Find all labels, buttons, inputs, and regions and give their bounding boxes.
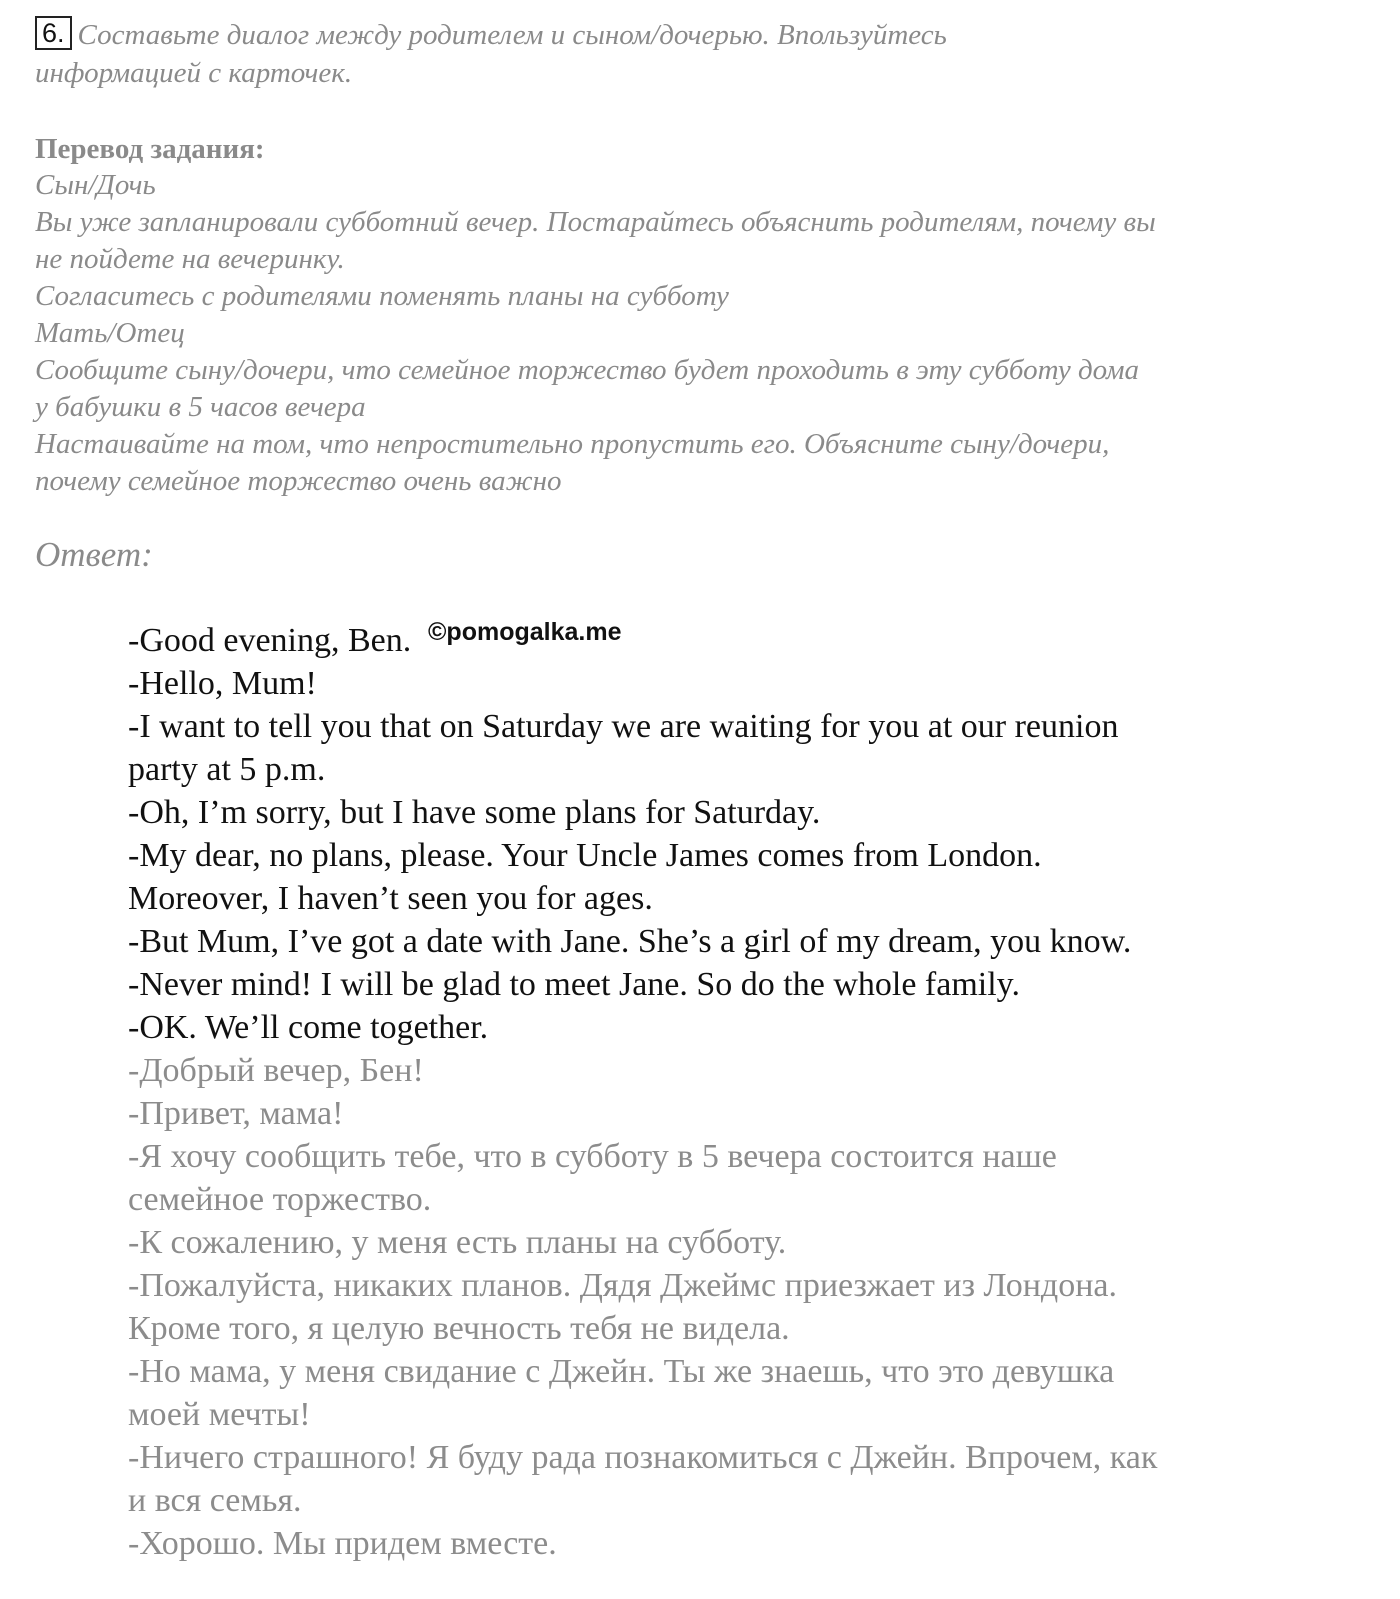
dialog-line-ru: -Привет, мама! [128,1095,344,1132]
dialog-line-en: -I want to tell you that on Saturday we are waiting for you at our reunion [128,708,1119,745]
dialog-line-en: -Oh, I’m sorry, but I have some plans for Saturday. [128,794,821,831]
translation-line: Сын/Дочь [35,169,156,201]
translation-line: не пойдете на вечеринку. [35,243,345,275]
dialog-line-ru: и вся семья. [128,1482,302,1519]
translation-line: Мать/Отец [35,317,185,349]
task-instruction-line-2: информацией с карточек. [35,57,353,89]
translation-line: у бабушки в 5 часов вечера [35,391,366,423]
dialog-line-ru: -Ничего страшного! Я буду рада познакомиться с Джейн. Впрочем, как [128,1439,1158,1476]
dialog-line-en: Moreover, I haven’t seen you for ages. [128,880,653,917]
answer-label: Ответ: [35,535,153,574]
translation-line: Сообщите сыну/дочери, что семейное торжество будет проходить в эту субботу дома [35,354,1140,386]
dialog-line-ru: моей мечты! [128,1396,311,1433]
dialog-line-ru: семейное торжество. [128,1181,432,1218]
task-instruction-text-1: Составьте диалог между родителем и сыном/дочерью. Впользуйтесь [77,19,947,51]
dialog-line-ru: -Добрый вечер, Бен! [128,1052,424,1089]
translation-line: Согласитесь с родителями поменять планы на субботу [35,280,729,312]
dialog-line-ru: -Я хочу сообщить тебе, что в субботу в 5 вечера состоится наше [128,1138,1057,1175]
dialog-line-en: -OK. We’ll come together. [128,1009,489,1046]
dialog-line-ru: Кроме того, я целую вечность тебя не видела. [128,1310,790,1347]
task-instruction-line-1 [35,16,1335,54]
dialog-line-ru: -Но мама, у меня свидание с Джейн. Ты же знаешь, что это девушка [128,1353,1115,1390]
translation-line: почему семейное торжество очень важно [35,465,562,497]
dialog-line-en: -Good evening, Ben. [128,622,412,659]
task-translation [35,131,1355,500]
dialog-line-en: -Never mind! I will be glad to meet Jane. So do the whole family. [128,966,1020,1003]
answer-dialog [128,619,1368,1565]
dialog-line-ru: -Пожалуйста, никаких планов. Дядя Джеймс приезжает из Лондона. [128,1267,1117,1304]
translation-line: Вы уже запланировали субботний вечер. Постарайтесь объяснить родителям, почему вы [35,206,1156,238]
watermark: ©pomogalka.me [428,618,622,646]
dialog-line-en: -My dear, no plans, please. Your Uncle James comes from London. [128,837,1042,874]
dialog-line-en: -But Mum, I’ve got a date with Jane. She’s a girl of my dream, you know. [128,923,1132,960]
translation-title: Перевод задания: [35,133,265,165]
dialog-line-ru: -Хорошо. Мы придем вместе. [128,1525,557,1562]
dialog-line-ru: -К сожалению, у меня есть планы на субботу. [128,1224,787,1261]
dialog-line-en: party at 5 p.m. [128,751,326,788]
task-header [35,16,1335,92]
task-number: 6. [35,16,72,50]
translation-line: Настаивайте на том, что непростительно пропустить его. Объясните сыну/дочери, [35,428,1110,460]
dialog-line-en: -Hello, Mum! [128,665,317,702]
